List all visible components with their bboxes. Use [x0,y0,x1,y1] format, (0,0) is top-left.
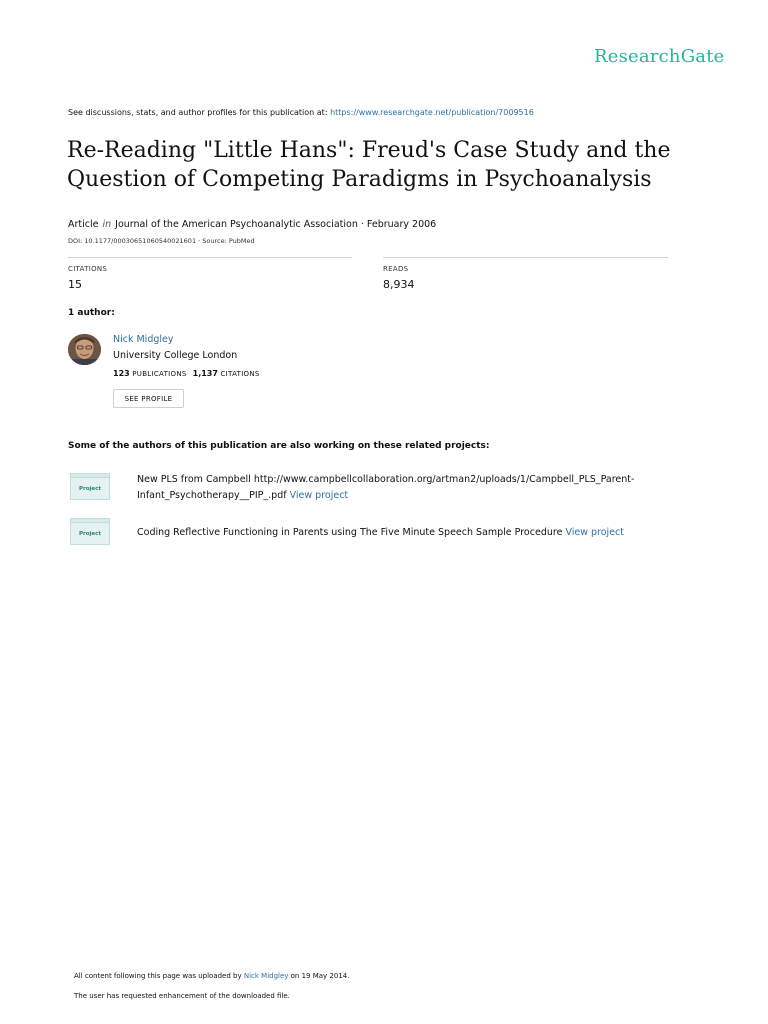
uploader-link[interactable]: Nick Midgley [243,972,289,980]
author-citations-count: 1,137 [192,369,218,378]
author-stats [113,369,266,378]
view-project-link[interactable]: View project [565,527,624,538]
project-item [137,525,677,541]
authors-count: 1 author: [68,308,115,318]
project-title-line-1: New PLS from Campbell http://www.campbellcollaboration.org/artman2/uploads/1/Campbell_PLS_Parent- [137,474,635,485]
reads-label: READS [383,265,409,273]
publication-url-link[interactable]: https://www.researchgate.net/publication/7009516 [330,108,534,117]
see-profile-button[interactable]: SEE PROFILE [113,389,184,408]
author-publications-count: 123 [113,369,130,378]
author-photo-icon [68,334,101,365]
upload-note [74,972,349,980]
project-item [137,472,677,504]
meta-in: in [102,219,112,230]
title-line-2: Question of Competing Paradigms in Psychoanalysis [67,167,652,192]
project-title: Coding Reflective Functioning in Parents using The Five Minute Speech Sample Procedure [137,527,566,538]
enhancement-note: The user has requested enhancement of the downloaded file. [74,992,290,1000]
reads-divider [383,257,668,258]
discussion-line [68,108,534,117]
author-publications-label: PUBLICATIONS [132,370,187,378]
article-type: Article [68,219,99,230]
doi-line: DOI: 10.1177/00030651060540021601 · Source: PubMed [68,237,255,245]
project-title-line-2: Infant_Psychotherapy__PIP_.pdf [137,490,290,501]
project-icon-label: Project [70,477,110,500]
author-citations-label: CITATIONS [220,370,260,378]
citations-value: 15 [68,278,82,291]
publication-meta [68,219,436,230]
discussion-prefix: See discussions, stats, and author profiles for this publication at: [68,108,331,117]
author-institution: University College London [113,350,238,361]
upload-prefix: All content following this page was uploaded by [74,972,244,980]
title-line-1: Re-Reading "Little Hans": Freud's Case Study and the [67,138,671,163]
project-icon-label: Project [70,522,110,545]
citations-divider [68,257,352,258]
project-folder-icon[interactable] [70,473,110,499]
view-project-link[interactable]: View project [289,490,349,501]
upload-suffix: on 19 May 2014. [288,972,350,980]
reads-value: 8,934 [383,278,415,291]
journal-info: Journal of the American Psychoanalytic Association · February 2006 [115,219,437,230]
researchgate-logo[interactable]: ResearchGate [594,46,725,67]
author-avatar[interactable] [68,334,101,365]
citations-label: CITATIONS [68,265,108,273]
project-folder-icon[interactable] [70,518,110,544]
related-projects-heading: Some of the authors of this publication are also working on these related projects: [68,441,490,451]
author-name-link[interactable]: Nick Midgley [113,334,174,345]
publication-title [67,136,707,194]
